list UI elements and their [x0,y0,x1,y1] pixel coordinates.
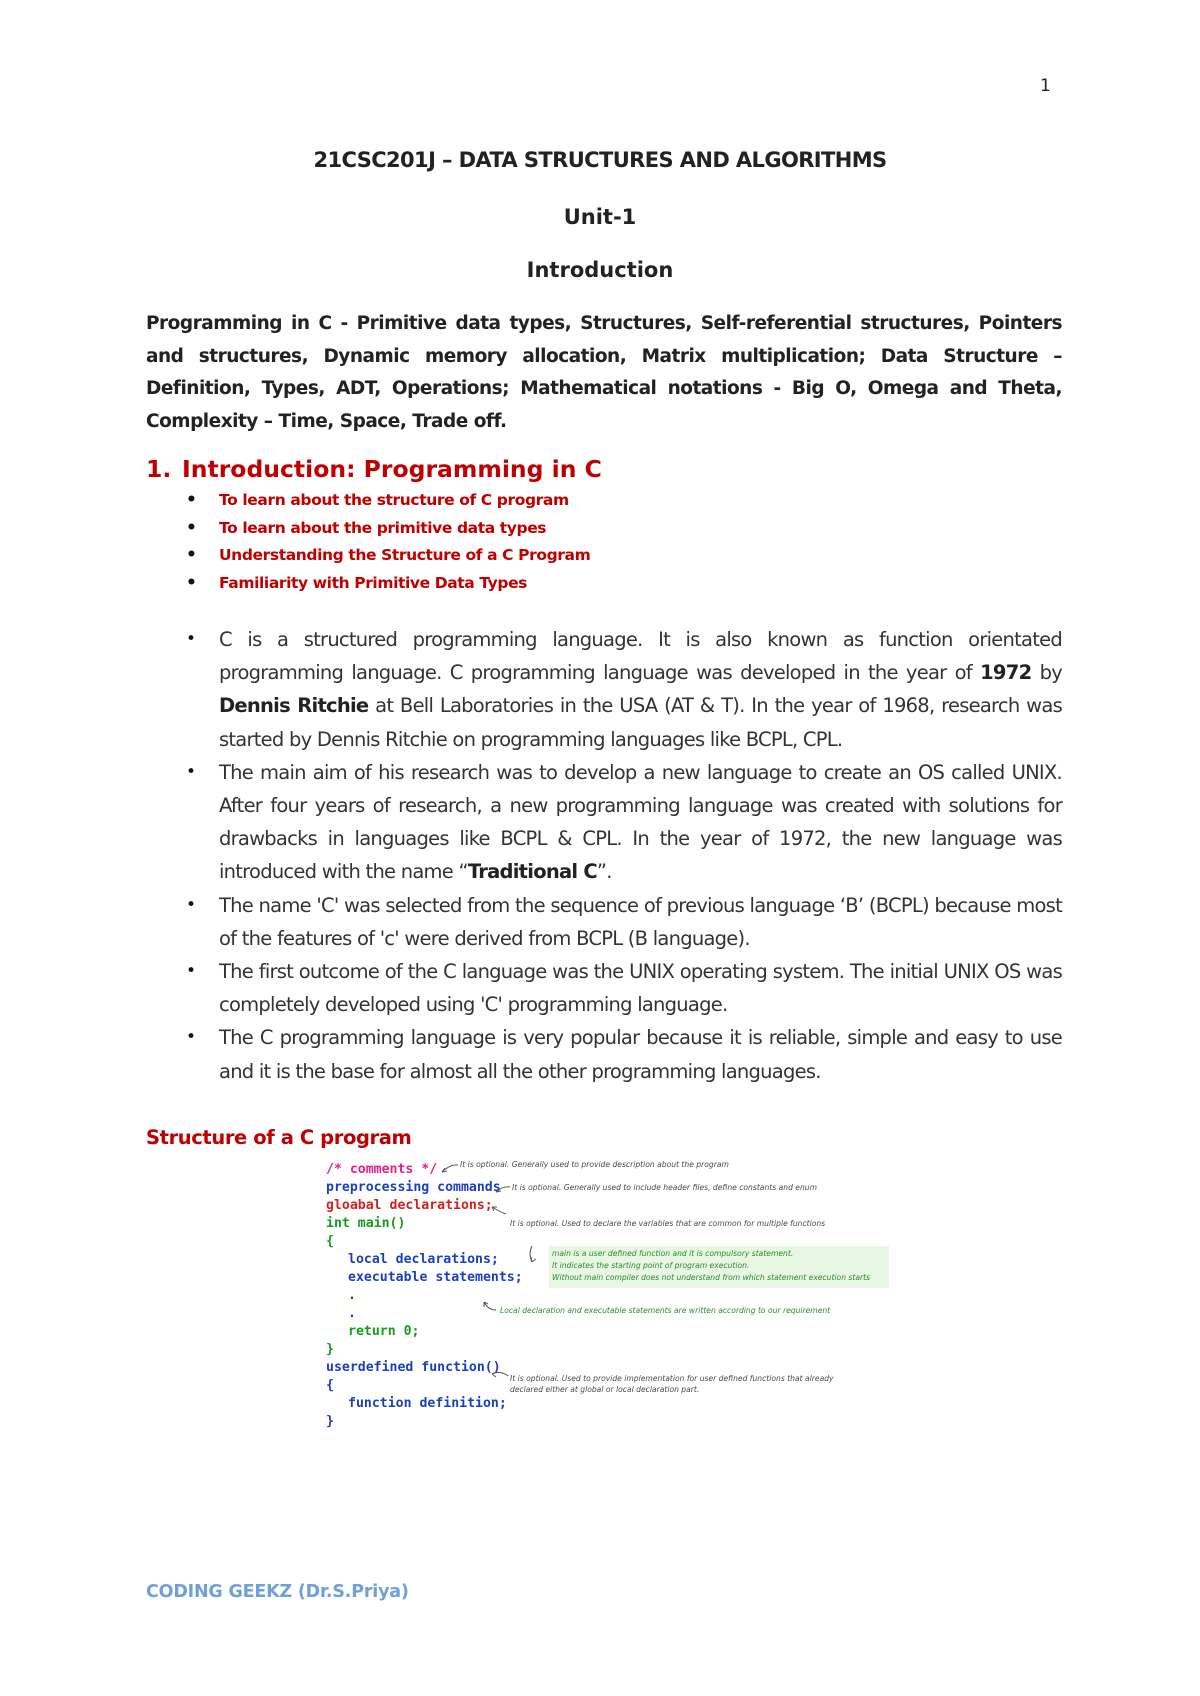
code-open-brace: { [326,1378,334,1393]
list-item: • The first outcome of the C language was the UNIX operating system. The initial UNIX OS was completely developed using 'C' programming language. [186,955,1062,1021]
objective-item: • Understanding the Structure of a C Program [186,542,886,570]
c-history-list [186,623,1062,1088]
code-dot: . [348,1288,356,1303]
note-local: Local declaration and executable statements are written according to our requirement [500,1306,831,1315]
code-dot: . [348,1306,356,1321]
code-preprocessing: preprocessing commands [326,1180,501,1195]
objective-item: • To learn about the structure of C program [186,487,886,515]
objective-item: • To learn about the primitive data types [186,515,886,543]
list-item: • The main aim of his research was to develop a new language to create an OS called UNIX. After four years of research, a new programming language was created with solutions for drawbacks in languages like BCPL & CPL. In the year of 1972, the new language was introduced with the name “Traditional C”. [186,756,1062,889]
traditional-c-bold: Traditional C [467,860,597,884]
code-comments: /* comments */ [326,1162,438,1177]
note-main-line-3: Without main compiler does not understand from which statement execution starts [552,1273,871,1282]
code-local-declarations: local declarations; [348,1252,499,1267]
code-function-definition: function definition; [348,1396,507,1411]
page-number: 1 [1040,76,1051,96]
list-item: • C is a structured programming language. It is also known as function orientated programming language. C programming language was developed in the year of 1972 by Dennis Ritchie at Bell Laboratories in the USA (AT & T). In the year of 1968, research was started by Dennis Ritchie on programming languages like BCPL, CPL. [186,623,1062,756]
code-return: return 0; [348,1324,420,1339]
code-global-declarations: gloabal declarations; [326,1198,493,1213]
code-close-brace: } [326,1342,334,1357]
syllabus-paragraph: Programming in C - Primitive data types, Structures, Self-referential structures, Pointers and structures, Dynamic memory allocation, Matrix multiplication; Data Structure – Definition, Types, ADT, Operations; Mathematical notations - Big O, Omega and Theta, Complexity – Time, Space, Trade off. [146,313,1062,432]
code-executable-statements: executable statements; [348,1270,523,1285]
note-comments: It is optional. Generally used to provide description about the program [460,1160,729,1169]
note-main-line-2: It indicates the starting point of program execution. [552,1261,750,1270]
section-1-number: 1. [146,455,172,483]
year-bold: 1972 [980,661,1032,685]
note-main-line-1: main is a user defined function and it is compulsory statement. [552,1249,794,1258]
section-1-title: Introduction: Programming in C [182,455,602,483]
footer-text: CODING GEEKZ (Dr.S.Priya) [146,1582,409,1602]
code-userdefined-function: userdefined function() [326,1360,501,1375]
c-program-structure-figure [318,1152,898,1462]
list-item: • The C programming language is very popular because it is reliable, simple and easy to use and it is the base for almost all the other programming languages. [186,1021,1062,1087]
author-bold: Dennis Ritchie [219,694,369,718]
note-preprocessing: It is optional. Generally used to include header files, define constants and enum [512,1183,818,1192]
structure-heading: Structure of a C program [146,1126,412,1149]
note-userdefined-line-1: It is optional. Used to provide implementation for user defined functions that already [510,1374,834,1383]
course-title: 21CSC201J – DATA STRUCTURES AND ALGORITHMS [313,148,887,172]
note-userdefined-line-2: declared either at global or local declaration part. [510,1385,700,1394]
objectives-list [186,487,886,598]
unit-heading: Unit-1 [563,205,637,229]
list-item: • The name 'C' was selected from the sequence of previous language ‘B’ (BCPL) because most of the features of 'c' were derived from BCPL (B language). [186,889,1062,955]
subtitle-heading: Introduction [526,258,674,282]
code-close-brace: } [326,1414,334,1429]
arrowhead-main [531,1257,536,1262]
code-main: int main() [326,1216,406,1231]
section-1-heading [146,455,602,483]
note-global: It is optional. Used to declare the variables that are common for multiple functions [510,1219,826,1228]
code-open-brace: { [326,1234,334,1249]
objective-item: • Familiarity with Primitive Data Types [186,570,886,598]
